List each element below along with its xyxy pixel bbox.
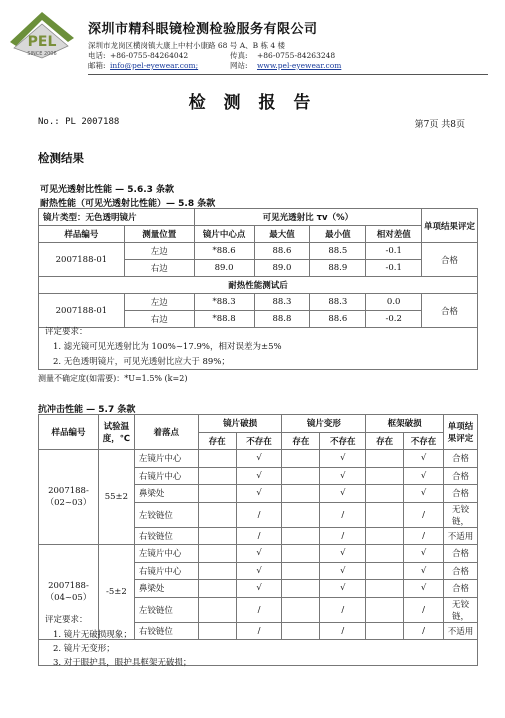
mark: √	[236, 545, 282, 563]
notes-title: 评定要求：	[45, 615, 88, 625]
result-cell: 合格	[422, 243, 478, 277]
impact-point: 右铰链位	[134, 527, 198, 545]
impact-point: 右镜片中心	[134, 467, 198, 485]
website-link[interactable]: www.pel-eyewear.com	[257, 61, 342, 70]
web-label: 网站:	[230, 61, 248, 70]
mark: /	[320, 622, 366, 640]
col-header: 镜片中心点	[194, 226, 254, 243]
note-item: 1. 镜片无破损现象；	[53, 630, 132, 640]
mark: √	[404, 485, 444, 503]
mark: /	[320, 597, 366, 622]
impact-point: 右镜片中心	[134, 562, 198, 580]
mark: /	[236, 502, 282, 527]
value-cell: -0.2	[366, 311, 422, 328]
email-link[interactable]: info@pel-eyewear.com;	[110, 61, 199, 70]
col-header: 单项结果评定	[443, 415, 477, 450]
result-cell: 合格	[443, 562, 477, 580]
impact-requirements	[38, 610, 478, 666]
col-header: 框架破损	[366, 415, 444, 433]
result-cell: 合格	[443, 545, 477, 563]
logo-subtext: SINCE 2006	[27, 51, 57, 57]
mark: √	[404, 562, 444, 580]
heat-resistance-heading: 耐热性能（可见光透射比性能）— 5.8 条款	[40, 199, 216, 209]
header-divider	[88, 74, 488, 75]
logo-text: PEL	[27, 34, 57, 50]
table-row	[39, 243, 478, 260]
transmittance-heading: 可见光透射比性能 — 5.6.3 条款	[40, 185, 175, 195]
mark: √	[320, 545, 366, 563]
value-cell: 89.0	[254, 260, 310, 277]
mark: √	[236, 562, 282, 580]
impact-point: 左铰链位	[134, 597, 198, 622]
mark: √	[236, 485, 282, 503]
mark: /	[236, 597, 282, 622]
value-cell: 88.9	[310, 260, 366, 277]
value-cell: *88.6	[194, 243, 254, 260]
value-cell: -0.1	[366, 260, 422, 277]
col-header: 最小值	[310, 226, 366, 243]
position-cell: 左边	[124, 294, 194, 311]
value-cell: 88.3	[254, 294, 310, 311]
fax-value: +86-0755-84263248	[257, 51, 336, 60]
col-header: 测量位置	[124, 226, 194, 243]
col-header: 相对差值	[366, 226, 422, 243]
impact-point: 右铰链位	[134, 622, 198, 640]
note-item: 2. 镜片无变形；	[53, 644, 115, 654]
lens-type-label: 镜片类型：无色透明镜片	[39, 209, 195, 226]
result-cell: 不适用	[443, 622, 477, 640]
report-number: No.: PL 2007188	[38, 117, 120, 127]
col-header: 存在	[198, 432, 236, 450]
measurement-uncertainty: 测量不确定度(如需要)：*U=1.5% (k=2)	[38, 374, 188, 383]
report-title: 检 测 报 告	[188, 93, 317, 113]
sample-id: 2007188-01	[39, 243, 125, 277]
value-cell: 88.8	[254, 311, 310, 328]
mark: /	[404, 527, 444, 545]
mark: /	[236, 622, 282, 640]
impact-point: 左镜片中心	[134, 545, 198, 563]
col-header: 不存在	[404, 432, 444, 450]
mark: √	[320, 580, 366, 598]
temperature: 55±2	[98, 450, 134, 545]
sample-id: 2007188-（04~05）	[39, 545, 99, 640]
mark: /	[404, 597, 444, 622]
impact-point: 左镜片中心	[134, 450, 198, 468]
sample-id: 2007188-01	[39, 294, 125, 328]
col-header: 存在	[282, 432, 320, 450]
company-name: 深圳市精科眼镜检测检验服务有限公司	[88, 22, 318, 37]
mark: /	[404, 622, 444, 640]
result-cell: 合格	[422, 294, 478, 328]
mark: √	[404, 467, 444, 485]
mark: /	[320, 527, 366, 545]
result-cell: 无铰链，	[443, 502, 477, 527]
email-label: 邮箱:	[88, 61, 106, 70]
mark: √	[236, 580, 282, 598]
fax-label: 传真:	[230, 51, 248, 60]
mark: √	[404, 580, 444, 598]
impact-point: 鼻梁处	[134, 580, 198, 598]
result-cell: 合格	[443, 450, 477, 468]
impact-heading: 抗冲击性能 — 5.7 条款	[38, 405, 136, 415]
mark: √	[236, 467, 282, 485]
temperature: -5±2	[98, 545, 134, 640]
table-row	[39, 545, 478, 563]
col-header: 镜片破损	[198, 415, 282, 433]
company-address: 深圳市龙岗区横岗镇大康上中村小康路 68 号 A、B 栋 4 楼	[88, 41, 286, 50]
single-eval-header: 单项结果评定	[422, 209, 478, 243]
company-contact	[88, 41, 341, 71]
note-item: 2. 无色透明镜片，可见光透射比应大于 89%；	[53, 357, 230, 367]
col-header: 着落点	[134, 415, 198, 450]
mark: /	[404, 502, 444, 527]
result-cell: 合格	[443, 467, 477, 485]
after-heat-label: 耐热性能测试后	[39, 277, 478, 294]
page-number: 第7页 共8页	[414, 120, 465, 130]
mark: √	[320, 485, 366, 503]
result-cell: 不适用	[443, 527, 477, 545]
col-header: 不存在	[236, 432, 282, 450]
value-cell: *88.3	[194, 294, 254, 311]
impact-point: 鼻梁处	[134, 485, 198, 503]
mark: √	[320, 467, 366, 485]
section-title: 检测结果	[38, 151, 84, 165]
sample-id: 2007188-（02~03）	[39, 450, 99, 545]
col-header: 样品编号	[39, 226, 125, 243]
col-header: 试验温度，℃	[98, 415, 134, 450]
col-header: 样品编号	[39, 415, 99, 450]
phone-label: 电话:	[88, 51, 106, 60]
note-item: 1. 滤光镜可见光透射比为 100%~17.9%，相对误差为±5%	[53, 342, 282, 352]
value-cell: 89.0	[194, 260, 254, 277]
mark: √	[404, 450, 444, 468]
table-row	[39, 450, 478, 468]
impact-table	[38, 414, 478, 640]
company-logo	[8, 8, 76, 62]
position-cell: 右边	[124, 311, 194, 328]
mark: √	[236, 450, 282, 468]
mark: /	[236, 527, 282, 545]
col-header: 最大值	[254, 226, 310, 243]
value-cell: 88.5	[310, 243, 366, 260]
value-cell: *88.8	[194, 311, 254, 328]
col-header: 存在	[366, 432, 404, 450]
result-cell: 合格	[443, 485, 477, 503]
result-cell: 无铰链，	[443, 597, 477, 622]
mark: /	[320, 502, 366, 527]
note-item: 3. 对于眼护具，眼护具框架无破损；	[53, 658, 192, 668]
position-cell: 右边	[124, 260, 194, 277]
value-cell: 88.6	[254, 243, 310, 260]
mark: √	[404, 545, 444, 563]
result-cell: 合格	[443, 580, 477, 598]
value-cell: 88.3	[310, 294, 366, 311]
value-cell: -0.1	[366, 243, 422, 260]
transmittance-group-header: 可见光透射比 τv（%）	[194, 209, 421, 226]
value-cell: 0.0	[366, 294, 422, 311]
col-header: 不存在	[320, 432, 366, 450]
transmittance-table	[38, 208, 478, 328]
transmittance-requirements	[38, 322, 478, 370]
col-header: 镜片变形	[282, 415, 366, 433]
mark: √	[320, 562, 366, 580]
mark: √	[320, 450, 366, 468]
position-cell: 左边	[124, 243, 194, 260]
phone-value: +86-0755-84264042	[110, 51, 189, 60]
table-row	[39, 294, 478, 311]
impact-point: 左铰链位	[134, 502, 198, 527]
notes-title: 评定要求：	[45, 327, 88, 337]
value-cell: 88.6	[310, 311, 366, 328]
